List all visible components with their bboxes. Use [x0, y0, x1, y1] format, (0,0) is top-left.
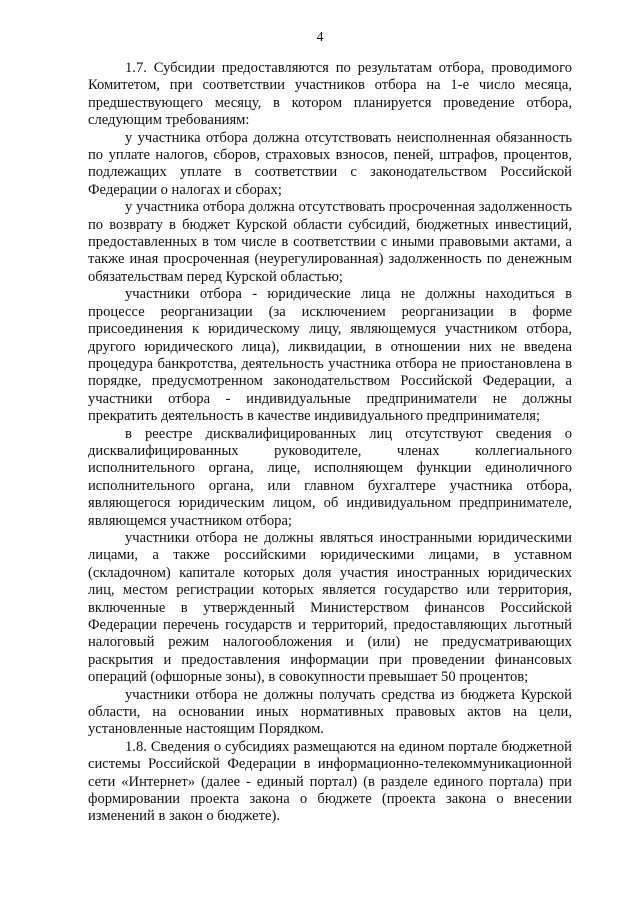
- paragraph-disqualified-persons: в реестре дисквалифицированных лиц отсутствуют сведения о дисквалифицированных руководителе, членах коллегиального исполнительного органа, лице, исполняющем функции единоличного исполнительного органа, или главном бухгалтере участника отбора, являющегося юридическим лицом, об индивидуальном предпринимателе, являющемся участником отбора;: [88, 425, 572, 529]
- paragraph-overdue-debt: у участника отбора должна отсутствовать просроченная задолженность по возврату в бюджет Курской области субсидий, бюджетных инвестиций, предоставленных в том числе в соответствии с иными правовыми актами, а также иная просроченная (неурегулированная) задолженность по денежным обязательствам перед Курской областью;: [88, 199, 572, 285]
- paragraph-1-8: 1.8. Сведения о субсидиях размещаются на едином портале бюджетной системы Российской Федерации в информационно-телекоммуникационной сети «Интернет» (далее - единый портал) (в разделе единого портала) при формировании проекта закона о бюджете (проекта закона о внесении изменений в закон о бюджете).: [88, 738, 572, 825]
- page-number: 4: [316, 30, 324, 45]
- paragraph-foreign-entities: участники отбора не должны являться иностранными юридическими лицами, а также российскими юридическими лицами, в уставном (складочном) капитале которых доля участия иностранных юридических лиц, местом регистрации которых является государство или территория, включенные в утвержденный Министерством финансов Российской Федерации перечень государств и территорий, предоставляющих льготный налоговый режим налогообложения и (или) не предусматривающих раскрытия и предоставления информации при проведении финансовых операций (офшорные зоны), в совокупности превышает 50 процентов;: [88, 529, 572, 686]
- document-body: [88, 60, 572, 826]
- paragraph-reorganization: участники отбора - юридические лица не должны находиться в процессе реорганизации (за исключением реорганизации в форме присоединения к юридическому лицу, являющемуся участником отбора, другого юридического лица), ликвидации, в отношении них не введена процедура банкротства, деятельность участника отбора не приостановлена в порядке, предусмотренном законодательством Российской Федерации, а участники отбора - индивидуальные предприниматели не должны прекратить деятельность в качестве индивидуального предпринимателя;: [88, 286, 572, 425]
- paragraph-1-7: 1.7. Субсидии предоставляются по результатам отбора, проводимого Комитетом, при соответствии участников отбора на 1-е число месяца, предшествующего месяцу, в котором планируется проведение отбора, следующим требованиям:: [88, 60, 572, 129]
- paragraph-tax-arrears: у участника отбора должна отсутствовать неисполненная обязанность по уплате налогов, сборов, страховых взносов, пеней, штрафов, процентов, подлежащих уплате в соответствии с законодательством Российской Федерации о налогах и сборах;: [88, 129, 572, 198]
- paragraph-other-funds: участники отбора не должны получать средства из бюджета Курской области, на основании иных нормативных правовых актов на цели, установленные настоящим Порядком.: [88, 686, 572, 738]
